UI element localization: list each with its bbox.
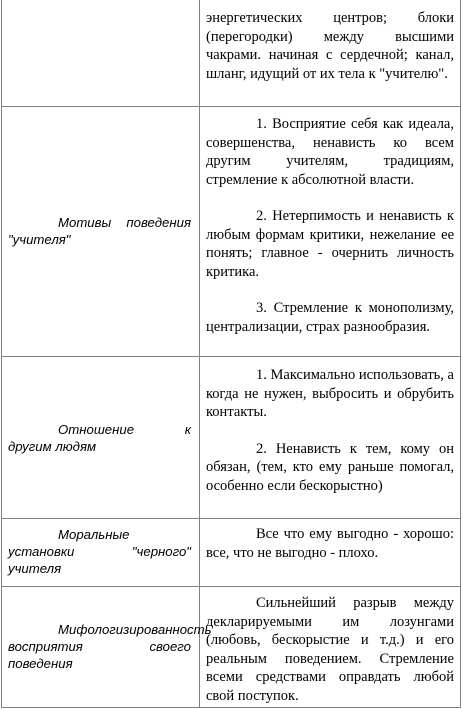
row-label-cell	[1, 357, 200, 519]
row-label-cell	[1, 519, 200, 587]
table-row	[1, 356, 461, 519]
row-label-cell	[1, 0, 200, 106]
row-label: Моральные установки "черного" учителя	[8, 527, 191, 576]
row-paragraph: Все что ему выгодно - хорошо: все, что не выгодно - плохо.	[206, 526, 454, 561]
content-table	[1, 0, 461, 708]
row-label: Мотивы поведения "учителя"	[8, 215, 191, 247]
table-row	[1, 0, 461, 106]
table-row	[1, 518, 461, 587]
row-paragraph: Сильнейший разрыв между декларируемыми им лозунгами (любовь, бескорыстие и т.д.) и его реальным поведением. Стремление всеми средствами оправдать любой свой поступок.	[206, 595, 454, 704]
row-content-cell	[200, 519, 461, 587]
row-content-cell	[200, 357, 461, 519]
row-label: Отношение к другим людям	[8, 422, 191, 454]
table-row	[1, 106, 461, 357]
row-paragraph: энергетических центров; блоки (перегородки) между высшими чакрами. начиная с сердечной; канал, шланг, идущий от их тела к "учителю".	[206, 10, 454, 82]
row-content-cell	[200, 587, 461, 707]
row-content-cell	[200, 0, 461, 106]
row-label: Мифологизированность восприятия своего поведения	[8, 622, 212, 671]
row-label-cell	[1, 107, 200, 357]
row-paragraph: 1. Восприятие себя как идеала, совершенства, ненависть ко всем другим учителям, традициям, стремление к абсолютной власти.	[206, 116, 454, 188]
row-paragraph: 3. Стремление к монополизму, централизации, страх разнообразия.	[206, 300, 454, 335]
row-paragraph: 2. Ненависть к тем, кому он обязан, (тем, кто ему раньше помогал, особенно если бескорыстно)	[206, 440, 454, 494]
row-paragraph: 2. Нетерпимость и ненависть к любым формам критики, нежелание ее понять; главное - очернить личность критика.	[206, 208, 454, 280]
row-paragraph: 1. Максимально использовать, а когда не нужен, выбросить и обрубить контакты.	[206, 367, 454, 420]
table-row	[1, 586, 461, 708]
row-label-cell	[1, 587, 212, 707]
row-content-cell	[200, 107, 461, 357]
